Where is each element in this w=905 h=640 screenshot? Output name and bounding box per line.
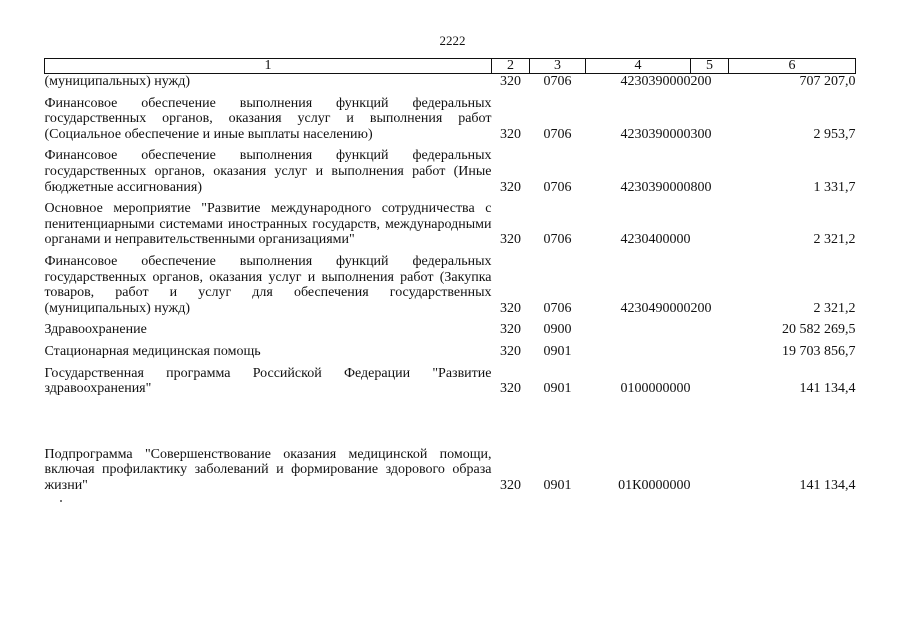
- row-ministry-code: 320: [500, 381, 521, 397]
- row-section-code: 0706: [543, 179, 572, 195]
- table-row: [45, 366, 856, 397]
- row-target-code: 4230390000: [620, 74, 691, 89]
- header-col-3: 3: [530, 59, 586, 74]
- row-target-code: 4230390000: [620, 126, 691, 142]
- row-expense-type: 300: [690, 126, 712, 142]
- row-section-code: 0706: [543, 300, 572, 316]
- row-ministry-code: 320: [500, 232, 521, 248]
- table-row: [45, 96, 856, 143]
- row-ministry-code: 320: [500, 179, 521, 195]
- row-description: Финансовое обеспечение выполнения функций федеральных государственных органов, оказания услуг и выполнения работ (Закупка товаров, работ и услуг для обеспечения государственных (муниципальных) нужд): [44, 253, 492, 316]
- row-description: Подпрограмма "Совершенствование оказания медицинской помощи, включая профилактику заболеваний и формирование здорового образа жизни": [44, 446, 492, 493]
- row-amount: 2 321,2: [813, 232, 856, 248]
- table-row: [45, 74, 856, 90]
- row-section-code: 0901: [543, 381, 572, 397]
- header-col-4: 4: [586, 59, 691, 74]
- row-description: (муниципальных) нужд): [44, 74, 191, 89]
- header-col-6: 6: [729, 59, 856, 74]
- row-expense-type: 800: [690, 179, 712, 195]
- row-target-code: 4230490000: [620, 300, 691, 316]
- row-description: Основное мероприятие "Развитие международного сотрудничества с пенитенциарными системами иностранных государств, международными органами и неправительственными организациями": [44, 201, 492, 248]
- row-description: Финансовое обеспечение выполнения функций федеральных государственных органов, оказания услуг и выполнения работ (Иные бюджетные ассигнования): [44, 148, 492, 195]
- table-row: [45, 148, 856, 195]
- row-section-code: 0706: [543, 126, 572, 142]
- row-target-code: 01К0000000: [618, 477, 691, 493]
- row-ministry-code: 320: [500, 322, 521, 338]
- row-amount: 2 321,2: [813, 300, 856, 316]
- row-expense-type: [691, 322, 729, 338]
- table-row: [45, 344, 856, 360]
- row-description: Стационарная медицинская помощь: [44, 343, 261, 359]
- row-expense-type: [691, 447, 729, 494]
- row-description: Здравоохранение: [44, 322, 147, 338]
- row-amount: 141 134,4: [799, 477, 856, 493]
- row-amount: 141 134,4: [799, 381, 856, 397]
- row-ministry-code: 320: [500, 477, 521, 493]
- row-expense-type: 200: [690, 300, 712, 316]
- row-amount: 1 331,7: [813, 179, 856, 195]
- table-row: [45, 447, 856, 494]
- row-amount: 707 207,0: [799, 74, 856, 89]
- header-col-5: 5: [691, 59, 729, 74]
- row-section-code: 0900: [543, 322, 572, 338]
- table-row: [45, 201, 856, 248]
- table-row: [45, 254, 856, 316]
- row-amount: 20 582 269,5: [782, 322, 856, 338]
- row-amount: 2 953,7: [813, 126, 856, 142]
- row-ministry-code: 320: [500, 126, 521, 142]
- scan-speck: [60, 500, 62, 502]
- row-target-code: 4230400000: [620, 232, 691, 248]
- row-expense-type: [691, 201, 729, 248]
- row-expense-type: 200: [690, 74, 712, 89]
- row-expense-type: [691, 366, 729, 397]
- row-section-code: 0706: [543, 232, 572, 248]
- row-description: Финансовое обеспечение выполнения функций федеральных государственных органов, оказания услуг и выполнения работ (Социальное обеспечение и иные выплаты населению): [44, 95, 492, 142]
- row-ministry-code: 320: [500, 343, 521, 359]
- row-section-code: 0901: [543, 343, 572, 359]
- row-target-code: [586, 344, 691, 360]
- budget-table: [44, 58, 856, 493]
- table-row: [45, 322, 856, 338]
- row-description: Государственная программа Российской Федерации "Развитие здравоохранения": [44, 365, 492, 397]
- row-target-code: 4230390000: [620, 179, 691, 195]
- row-expense-type: [691, 344, 729, 360]
- row-amount: 19 703 856,7: [782, 343, 856, 359]
- row-section-code: 0901: [543, 477, 572, 493]
- table-header-row: [45, 59, 856, 74]
- row-ministry-code: 320: [500, 300, 521, 316]
- header-col-2: 2: [492, 59, 530, 74]
- header-col-1: 1: [45, 59, 492, 74]
- row-target-code: [586, 322, 691, 338]
- row-target-code: 0100000000: [620, 381, 691, 397]
- row-section-code: 0706: [543, 74, 572, 89]
- row-ministry-code: 320: [500, 74, 521, 89]
- page-number: 2222: [439, 33, 466, 48]
